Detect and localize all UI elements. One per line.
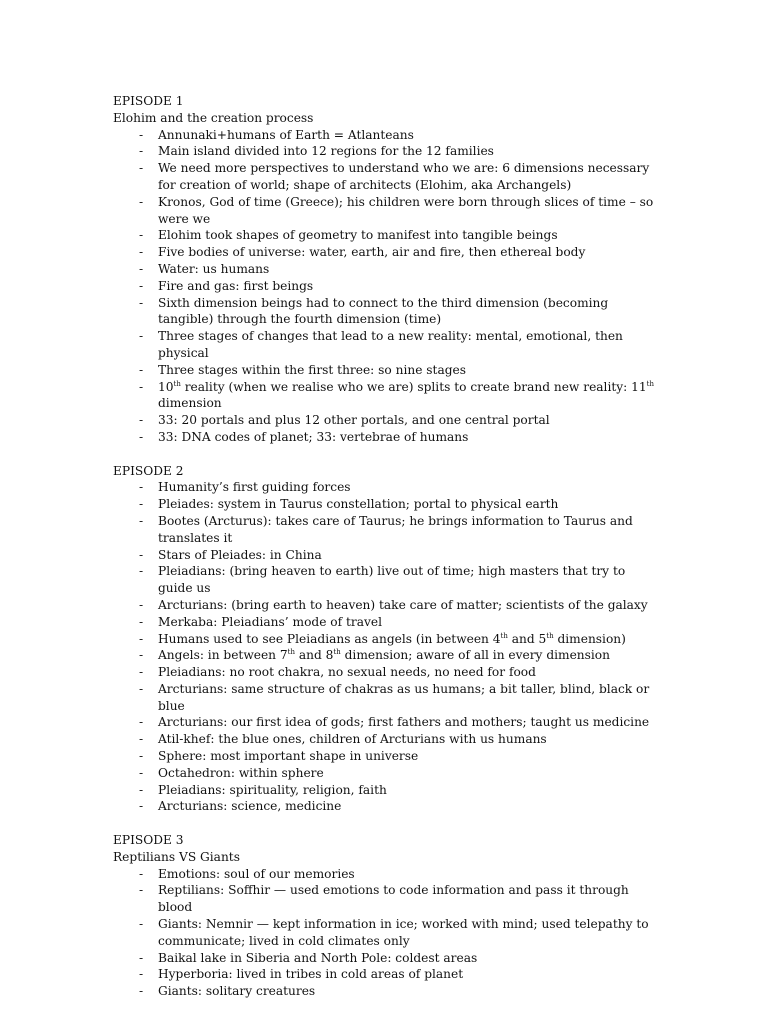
item-text: Giants: Nemnir — kept information in ice; worked with mind; used telepathy to communicate; lived in cold climates only: [158, 917, 649, 948]
list-item: [113, 479, 658, 496]
item-text: 33: DNA codes of planet; 33: vertebrae of humans: [158, 429, 469, 444]
list-item: [113, 547, 658, 564]
item-text: Baikal lake in Siberia and North Pole: coldest areas: [158, 950, 478, 965]
item-text: Reptilians: Soffhir — used emotions to code information and pass it through blood: [158, 883, 629, 915]
episode-section: [113, 832, 658, 1000]
list-item: [113, 798, 658, 815]
item-text: Kronos, God of time (Greece); his children were born through slices of time – so were we: [158, 194, 654, 226]
bullet-list: [113, 479, 658, 815]
episode-title: EPISODE 1: [113, 94, 184, 108]
episode-subtitle: Reptilians VS Giants: [113, 849, 240, 864]
item-text: Giants: solitary creatures: [158, 984, 316, 999]
ordinal-superscript: th: [500, 631, 508, 640]
list-item: [113, 765, 658, 782]
item-text: Pleiades: system in Taurus constellation; portal to physical earth: [158, 497, 559, 512]
item-text: Sphere: most important shape in universe: [158, 749, 419, 764]
list-item: [113, 379, 658, 413]
text-run: Humans used to see Pleiadians as angels (in between 4: [158, 631, 501, 646]
text-run: dimension: [158, 396, 222, 411]
list-item: [113, 412, 658, 429]
ordinal-superscript: th: [287, 648, 295, 657]
text-run: 10: [158, 379, 174, 394]
list-item: [113, 127, 658, 144]
bullet-list: [113, 127, 658, 446]
list-item: [113, 748, 658, 765]
item-text: Sixth dimension beings had to connect to the third dimension (becoming tangible) through the fourth dimension (time): [158, 295, 609, 327]
item-text: Atil-khef: the blue ones, children of Arcturians with us humans: [158, 732, 547, 747]
list-item: [113, 496, 658, 513]
list-item: [113, 295, 658, 329]
list-item: [113, 563, 658, 597]
item-text: Fire and gas: first beings: [158, 278, 314, 293]
bullet-list: [113, 866, 658, 1000]
list-item: [113, 731, 658, 748]
item-text: Emotions: soul of our memories: [158, 866, 355, 881]
document-page: [113, 93, 658, 1017]
item-text: Main island divided into 12 regions for the 12 families: [158, 144, 494, 159]
item-text: Pleiadians: no root chakra, no sexual needs, no need for food: [158, 665, 536, 680]
item-text: Arcturians: our first idea of gods; first fathers and mothers; taught us medicine: [158, 715, 650, 730]
list-item: [113, 614, 658, 631]
episode-title: EPISODE 2: [113, 463, 184, 478]
item-text: Arcturians: science, medicine: [158, 799, 342, 814]
list-item: [113, 328, 658, 362]
episode-title: EPISODE 3: [113, 833, 184, 848]
item-text: Three stages within the first three: so nine stages: [158, 362, 466, 377]
list-item: [113, 597, 658, 614]
item-text: Stars of Pleiades: in China: [158, 547, 322, 562]
list-item: [113, 143, 658, 160]
list-item: [113, 631, 658, 648]
list-item: [113, 966, 658, 983]
ordinal-superscript: th: [333, 648, 341, 657]
text-run: reality (when we realise who we are) splits to create brand new reality: 11: [180, 379, 647, 394]
item-text: Hyperboria: lived in tribes in cold areas of planet: [158, 967, 464, 982]
item-text: Merkaba: Pleiadians’ mode of travel: [158, 614, 382, 629]
text-run: and 5: [507, 631, 547, 646]
ordinal-superscript: th: [646, 379, 654, 388]
text-run: Angels: in between 7: [158, 648, 288, 663]
list-item: [113, 261, 658, 278]
text-run: and 8: [295, 648, 334, 663]
list-item: [113, 278, 658, 295]
list-item: [113, 244, 658, 261]
episode-subtitle: Elohim and the creation process: [113, 110, 314, 125]
episode-section: [113, 93, 658, 446]
item-text: Arcturians: (bring earth to heaven) take care of matter; scientists of the galaxy: [158, 597, 648, 612]
list-item: [113, 429, 658, 446]
list-item: [113, 664, 658, 681]
item-text: 33: 20 portals and plus 12 other portals, and one central portal: [158, 413, 550, 428]
item-text: Water: us humans: [158, 261, 270, 276]
list-item: [113, 882, 658, 916]
list-item: [113, 714, 658, 731]
list-item: [113, 647, 658, 664]
item-text: Arcturians: same structure of chakras as us humans; a bit taller, blind, black or blue: [158, 681, 650, 713]
item-text: Three stages of changes that lead to a new reality: mental, emotional, then physical: [158, 329, 623, 360]
list-item: [113, 194, 658, 228]
item-text: Annunaki+humans of Earth = Atlanteans: [158, 127, 414, 142]
list-item: [113, 916, 658, 950]
list-item: [113, 681, 658, 715]
list-item: [113, 983, 658, 1000]
item-text: We need more perspectives to understand who we are: 6 dimensions necessary for creation of world; shape of architects (Elohim, aka Archangels): [158, 161, 650, 192]
episode-section: [113, 463, 658, 816]
item-text: Bootes (Arcturus): takes care of Taurus; he brings information to Taurus and translates it: [158, 513, 633, 545]
text-run: dimension): [553, 631, 626, 646]
list-item: [113, 950, 658, 967]
list-item: [113, 866, 658, 883]
list-item: [113, 782, 658, 799]
item-text: Pleiadians: spirituality, religion, faith: [158, 782, 387, 797]
text-run: dimension; aware of all in every dimension: [340, 648, 610, 663]
ordinal-superscript: th: [173, 379, 181, 388]
item-text: Humanity’s first guiding forces: [158, 480, 351, 495]
list-item: [113, 362, 658, 379]
item-text: Pleiadians: (bring heaven to earth) live out of time; high masters that try to guide us: [158, 564, 626, 596]
item-text: Five bodies of universe: water, earth, air and fire, then ethereal body: [158, 245, 586, 260]
list-item: [113, 513, 658, 547]
item-text: Octahedron: within sphere: [158, 765, 324, 780]
ordinal-superscript: th: [546, 631, 554, 640]
list-item: [113, 160, 658, 194]
item-text: Elohim took shapes of geometry to manifest into tangible beings: [158, 228, 558, 243]
list-item: [113, 227, 658, 244]
